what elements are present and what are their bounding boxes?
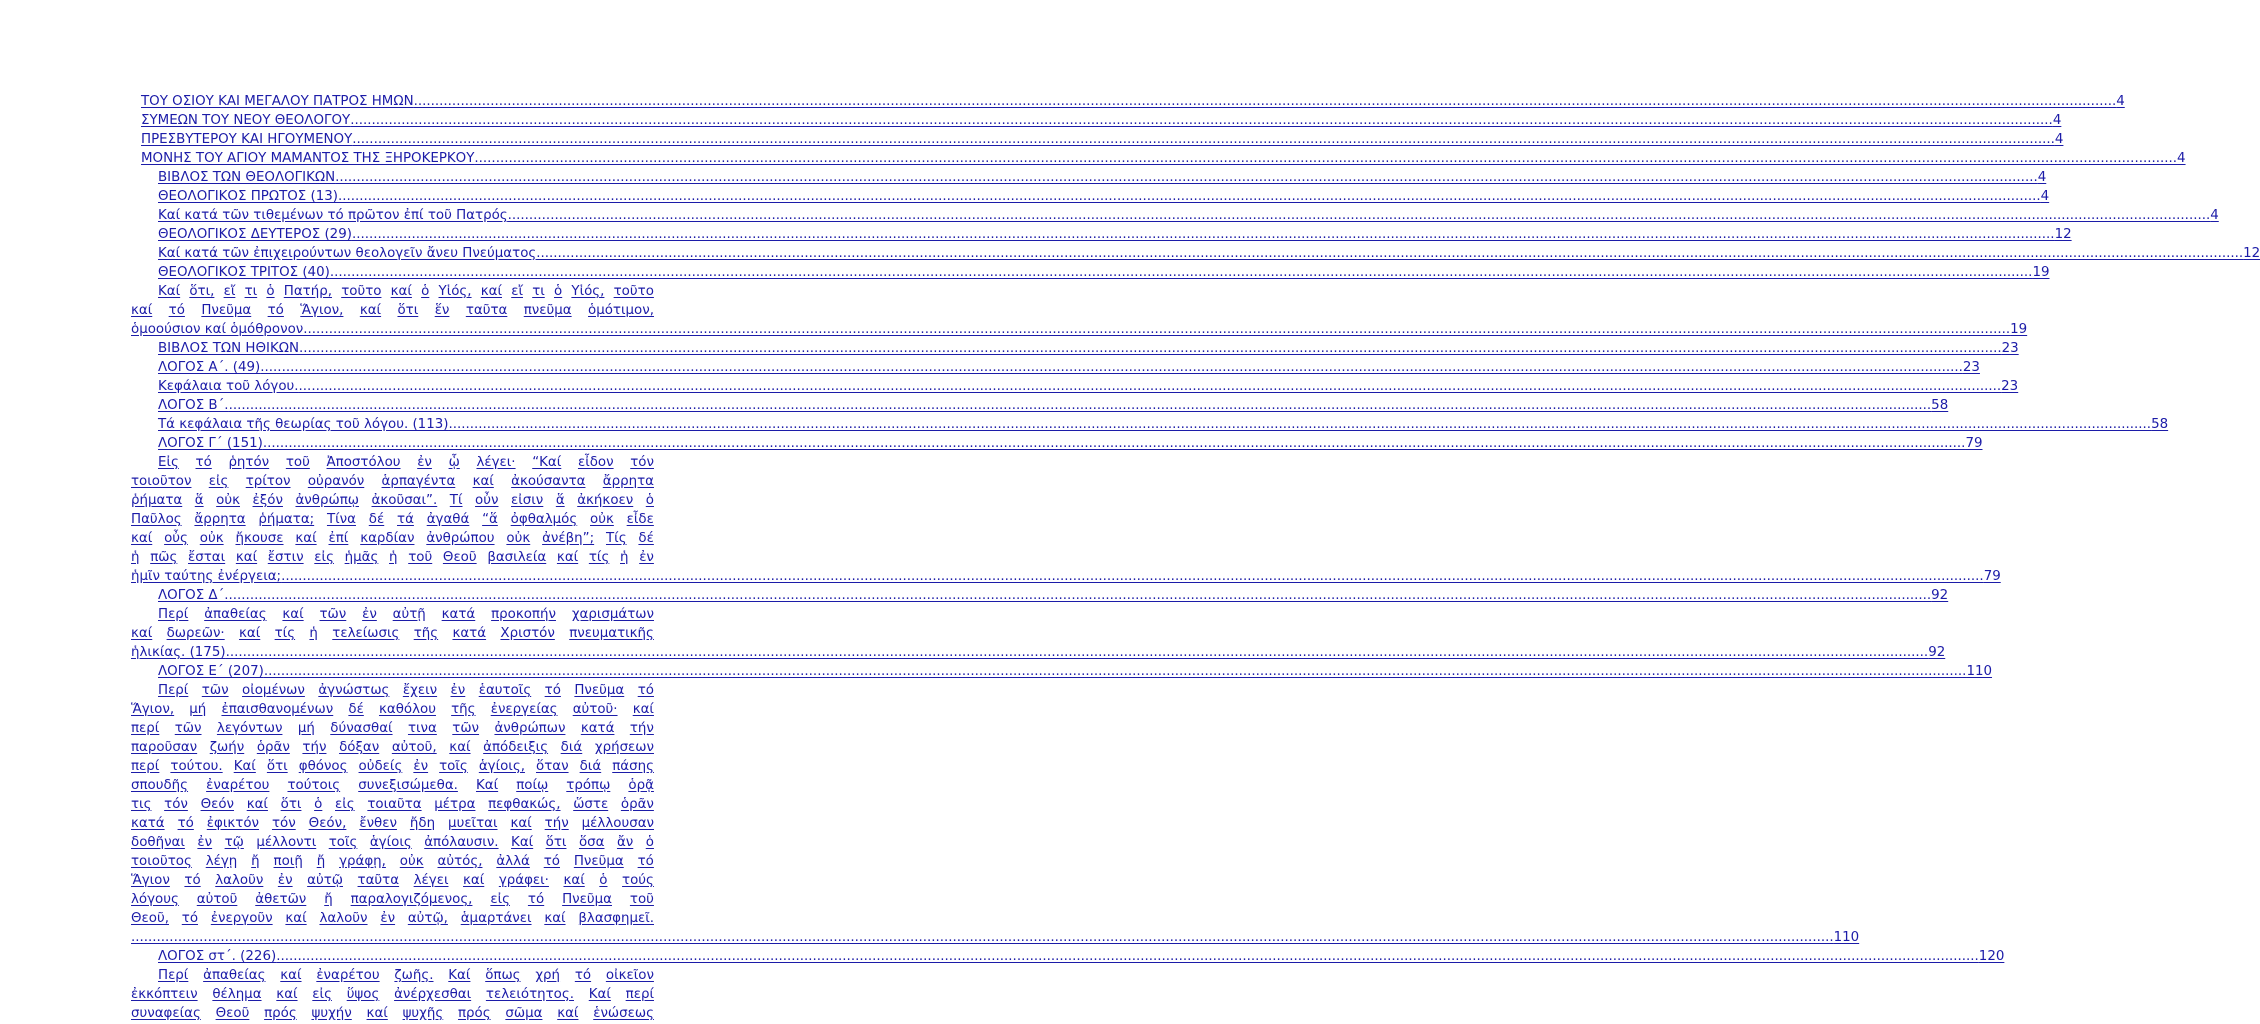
toc-entry[interactable] — [131, 453, 2001, 586]
toc-page-number: 23 — [1962, 360, 1980, 375]
toc-entry-line: λόγους αὐτοῦ ἀθετῶν ἤ παραλογιζόμενος, εἰς τό Πνεῦμα τοῦ — [131, 892, 654, 907]
toc-entry-line: περί τῶν λεγόντων μή δύνασθαί τινα τῶν ἀνθρώπων κατά τήν — [131, 721, 654, 736]
toc-entry-line: σπουδῆς ἐναρέτου τούτοις συνεξισώμεθα. Καί ποίῳ τρόπῳ ὁρᾷ — [131, 778, 654, 793]
toc-entry-line — [131, 320, 2028, 339]
toc-entry-line: Καί ὅτι, εἴ τι ὁ Πατήρ, τοῦτο καί ὁ Υἱός, καί εἴ τι ὁ Υἱός, τοῦτο — [158, 284, 654, 299]
toc-page-number: 19 — [2032, 265, 2050, 280]
toc-entry-title: Καί κατά τῶν τιθεμένων τό πρῶτον ἐπί τοῦ Πατρός — [158, 208, 508, 223]
toc-page-number: 120 — [1978, 949, 2005, 964]
toc-entry-line: ἐκκόπτειν θέλημα καί εἰς ὕψος ἀνέρχεσθαι τελειότητος. Καί περί — [131, 987, 654, 1002]
toc-entry-title: Καί κατά τῶν ἐπιχειρούντων θεολογεῖν ἄνευ Πνεύματος. — [158, 246, 541, 261]
toc-entry[interactable] — [131, 605, 1946, 662]
toc-entry[interactable] — [131, 130, 2064, 149]
toc-entry-line: δοθῆναι ἐν τῷ μέλλοντι τοῖς ἁγίοις ἀπόλαυσιν. Καί ὅτι ὅσα ἄν ὁ — [131, 835, 654, 850]
toc-entry[interactable] — [131, 415, 2169, 434]
toc-entry-title: ΒΙΒΛΟΣ ΤΩΝ ΘΕΟΛΟΓΙΚΩΝ — [158, 170, 336, 185]
toc-page-number: 19 — [2010, 322, 2028, 337]
toc-entry-title: ΘΕΟΛΟΓΙΚΟΣ ΔΕΥΤΕΡΟΣ (29) — [158, 227, 352, 242]
toc-entry-line: τοιοῦτος λέγῃ ἤ ποιῇ ἤ γράφῃ, οὐκ αὐτός, ἀλλά τό Πνεῦμα τό — [131, 854, 654, 869]
toc-entry-line: παροῦσαν ζωήν ὁρᾶν τήν δόξαν αὐτοῦ, καί ἀπόδειξις διά χρήσεων — [131, 740, 654, 755]
toc-entry[interactable] — [131, 225, 2072, 244]
toc-entry-line: Περί τῶν οἰομένων ἀγνώστως ἔχειν ἐν ἑαυτοῖς τό Πνεῦμα τό — [158, 683, 654, 698]
toc-entry-line — [131, 567, 2001, 586]
toc-page-number: 92 — [1931, 588, 1949, 603]
toc-entry-line: περί τούτου. Καί ὅτι φθόνος οὐδείς ἐν τοῖς ἁγίοις, ὅταν διά πάσης — [131, 759, 654, 774]
toc-leader-dots: ................................................................................................................................................................................................................................................................................................................................................................................................................ — [352, 132, 2055, 147]
toc-page-number: 23 — [2001, 379, 2019, 394]
toc-page-number: 110 — [1833, 930, 1860, 945]
toc-entry-title: ΛΟΓΟΣ στ΄. (226) — [158, 949, 277, 964]
toc-entry-title: ΛΟΓΟΣ Γ΄ (151) — [158, 436, 263, 451]
toc-entry-line: καί τό Πνεῦμα τό Ἅγιον, καί ὅτι ἕν ταῦτα πνεῦμα ὁμότιμον, — [131, 303, 654, 318]
toc-entry[interactable] — [131, 206, 2219, 225]
toc-page-number: 79 — [1983, 569, 2001, 584]
toc-leader-dots: ................................................................................................................................................................................................................................................................................................................................................................................................................ — [338, 189, 2041, 204]
table-of-contents — [131, 92, 2260, 1023]
toc-entry-title: ὁμοούσιον καί ὁμόθρονον. — [131, 322, 308, 337]
toc-entry-title: ΛΟΓΟΣ Δ΄. — [158, 588, 229, 603]
toc-page-number: 4 — [2052, 113, 2062, 128]
toc-entry-line — [131, 928, 1860, 947]
toc-entry-title: ΣΥΜΕΩΝ ΤΟΥ ΝΕΟΥ ΘΕΟΛΟΓΟΥ — [141, 113, 351, 128]
toc-entry-line: ῥήματα ἅ οὐκ ἐξόν ἀνθρώπῳ ἀκοῦσαι”. Τί οὖν εἰσιν ἅ ἀκήκοεν ὁ — [131, 493, 654, 508]
toc-entry[interactable] — [131, 149, 2186, 168]
toc-entry-title: ΘΕΟΛΟΓΙΚΟΣ ΤΡΙΤΟΣ (40) — [158, 265, 330, 280]
toc-entry[interactable] — [131, 434, 1983, 453]
toc-page-number: 4 — [2040, 189, 2050, 204]
toc-entry[interactable] — [131, 282, 2028, 339]
toc-entry-line: καί οὖς οὐκ ἤκουσε καί ἐπί καρδίαν ἀνθρώπου οὐκ ἀνέβη”; Τίς δέ — [131, 531, 654, 546]
toc-entry[interactable] — [131, 111, 2062, 130]
toc-entry[interactable] — [131, 966, 654, 1023]
toc-leader-dots: ................................................................................................................................................................................................................................................................................................................................................................................................................ — [263, 664, 1967, 679]
toc-entry-line: κατά τό ἐφικτόν τόν Θεόν, ἔνθεν ἤδη μυεῖται καί τήν μέλλουσαν — [131, 816, 654, 831]
toc-page-number: 12 — [2054, 227, 2072, 242]
toc-entry-title: Τά κεφάλαια τῆς θεωρίας τοῦ λόγου. (113) — [158, 417, 449, 432]
toc-page-number: 4 — [2177, 151, 2186, 166]
toc-leader-dots: ................................................................................................................................................................................................................................................................................................................................................................................................................ — [262, 436, 1966, 451]
toc-page-number: 58 — [2151, 417, 2169, 432]
toc-entry-line — [131, 643, 1946, 662]
toc-leader-dots: ................................................................................................................................................................................................................................................................................................................................................................................................................ — [299, 341, 2002, 356]
toc-entry[interactable] — [131, 339, 2019, 358]
toc-entry-title: ΘΕΟΛΟΓΙΚΟΣ ΠΡΩΤΟΣ (13) — [158, 189, 338, 204]
toc-entry-title: Κεφάλαια τοῦ λόγου. — [158, 379, 299, 394]
toc-entry-title: ΛΟΓΟΣ Β΄. — [158, 398, 229, 413]
toc-entry[interactable] — [131, 947, 2005, 966]
toc-entry-title: ΤΟΥ ΟΣΙΟΥ ΚΑΙ ΜΕΓΑΛΟΥ ΠΑΤΡΟΣ ΗΜΩΝ — [141, 94, 414, 109]
toc-leader-dots: ................................................................................................................................................................................................................................................................................................................................................................................................................ — [281, 569, 1984, 584]
toc-entry-line: ἡ πῶς ἔσται καί ἔστιν εἰς ἡμᾶς ἡ τοῦ Θεοῦ βασιλεία καί τίς ἡ ἐν — [131, 550, 654, 565]
toc-leader-dots: ................................................................................................................................................................................................................................................................................................................................................................................................................ — [540, 246, 2244, 261]
toc-leader-dots: ................................................................................................................................................................................................................................................................................................................................................................................................................ — [329, 265, 2033, 280]
toc-entry[interactable] — [131, 358, 1980, 377]
toc-entry-title: ΠΡΕΣΒΥΤΕΡΟΥ ΚΑΙ ΗΓΟΥΜΕΝΟΥ — [141, 132, 353, 147]
toc-leader-dots: ................................................................................................................................................................................................................................................................................................................................................................................................................ — [307, 322, 2011, 337]
toc-leader-dots: ................................................................................................................................................................................................................................................................................................................................................................................................................ — [351, 227, 2055, 242]
toc-entry[interactable] — [131, 662, 1993, 681]
toc-page-number: 12 — [2243, 246, 2260, 261]
toc-leader-dots: ................................................................................................................................................................................................................................................................................................................................................................................................................ — [228, 398, 1932, 413]
toc-leader-dots: ................................................................................................................................................................................................................................................................................................................................................................................................................ — [260, 360, 1963, 375]
toc-page-number: 58 — [1931, 398, 1949, 413]
toc-page-number: 23 — [2001, 341, 2019, 356]
toc-entry-title: ἡλικίας. (175) — [131, 645, 226, 660]
toc-page-number: 4 — [2116, 94, 2125, 109]
toc-entry-title: ΛΟΓΟΣ Α΄. (49) — [158, 360, 261, 375]
toc-entry[interactable] — [131, 244, 2260, 263]
toc-entry-line: συναφείας Θεοῦ πρός ψυχήν καί ψυχῆς πρός σῶμα καί ἑνώσεως — [131, 1006, 654, 1021]
toc-entry-line: τις τόν Θεόν καί ὅτι ὁ εἰς τοιαῦτα μέτρα πεφθακώς, ὥστε ὁρᾶν — [131, 797, 654, 812]
toc-leader-dots: ................................................................................................................................................................................................................................................................................................................................................................................................................ — [228, 588, 1932, 603]
toc-leader-dots: ................................................................................................................................................................................................................................................................................................................................................................................................................ — [413, 94, 2117, 109]
toc-entry-line: τοιοῦτον εἰς τρίτον οὐρανόν ἁρπαγέντα καί ἀκούσαντα ἄρρητα — [131, 474, 654, 489]
toc-entry[interactable] — [131, 263, 2050, 282]
toc-leader-dots: ................................................................................................................................................................................................................................................................................................................................................................................................................ — [225, 645, 1929, 660]
toc-entry-line: Ἅγιον, μή ἐπαισθανομένων δέ καθόλου τῆς ἐνεργείας αὐτοῦ· καί — [131, 702, 654, 717]
toc-page-number: 4 — [2210, 208, 2219, 223]
toc-entry-title: ἡμῖν ταύτης ἐνέργεια; — [131, 569, 282, 584]
toc-leader-dots: ................................................................................................................................................................................................................................................................................................................................................................................................................ — [131, 930, 1834, 945]
toc-leader-dots: ................................................................................................................................................................................................................................................................................................................................................................................................................ — [507, 208, 2211, 223]
toc-page-number: 4 — [2054, 132, 2064, 147]
toc-page-number: 4 — [2037, 170, 2047, 185]
toc-entry-title: ΛΟΓΟΣ Ε΄ (207) — [158, 664, 264, 679]
toc-entry[interactable] — [131, 187, 2050, 206]
toc-entry[interactable] — [131, 586, 1949, 605]
toc-entry[interactable] — [131, 377, 2019, 396]
toc-page-number: 110 — [1966, 664, 1993, 679]
toc-entry[interactable] — [131, 92, 2125, 111]
toc-leader-dots: ................................................................................................................................................................................................................................................................................................................................................................................................................ — [350, 113, 2053, 128]
toc-leader-dots: ................................................................................................................................................................................................................................................................................................................................................................................................................ — [335, 170, 2038, 185]
toc-leader-dots: ................................................................................................................................................................................................................................................................................................................................................................................................................ — [276, 949, 1979, 964]
toc-entry-line: καί δωρεῶν· καί τίς ἡ τελείωσις τῆς κατά Χριστόν πνευματικῆς — [131, 626, 654, 641]
toc-entry[interactable] — [131, 396, 1949, 415]
toc-entry-line: Ἅγιον τό λαλοῦν ἐν αὐτῷ ταῦτα λέγει καί γράφει· καί ὁ τούς — [131, 873, 654, 888]
toc-leader-dots: ................................................................................................................................................................................................................................................................................................................................................................................................................ — [298, 379, 2002, 394]
toc-leader-dots: ................................................................................................................................................................................................................................................................................................................................................................................................................ — [474, 151, 2178, 166]
toc-entry-line: Περί ἀπαθείας καί ἐναρέτου ζωῆς. Καί ὅπως χρή τό οἰκεῖον — [158, 968, 654, 983]
toc-entry-line: Θεοῦ, τό ἐνεργοῦν καί λαλοῦν ἐν αὐτῷ, ἁμαρτάνει καί βλασφημεῖ. — [131, 911, 654, 926]
toc-entry[interactable] — [131, 168, 2047, 187]
toc-entry-title: ΒΙΒΛΟΣ ΤΩΝ ΗΘΙΚΩΝ — [158, 341, 300, 356]
toc-page-number: 92 — [1928, 645, 1946, 660]
toc-page-number: 79 — [1965, 436, 1983, 451]
toc-entry[interactable] — [131, 681, 1860, 947]
toc-leader-dots: ................................................................................................................................................................................................................................................................................................................................................................................................................ — [448, 417, 2152, 432]
toc-entry-title: ΜΟΝΗΣ ΤΟΥ ΑΓΙΟΥ ΜΑΜΑΝΤΟΣ ΤΗΣ ΞΗΡΟΚΕΡΚΟΥ — [141, 151, 475, 166]
toc-entry-line: Παῦλος ἄρρητα ῥήματα; Τίνα δέ τά ἀγαθά “ἅ ὀφθαλμός οὐκ εἶδε — [131, 512, 654, 527]
toc-entry-line: Περί ἀπαθείας καί τῶν ἐν αὐτῇ κατά προκοπήν χαρισμάτων — [158, 607, 654, 622]
toc-entry-line: Εἰς τό ῥητόν τοῦ Ἀποστόλου ἐν ᾧ λέγει· “Καί εἶδον τόν — [158, 455, 654, 470]
